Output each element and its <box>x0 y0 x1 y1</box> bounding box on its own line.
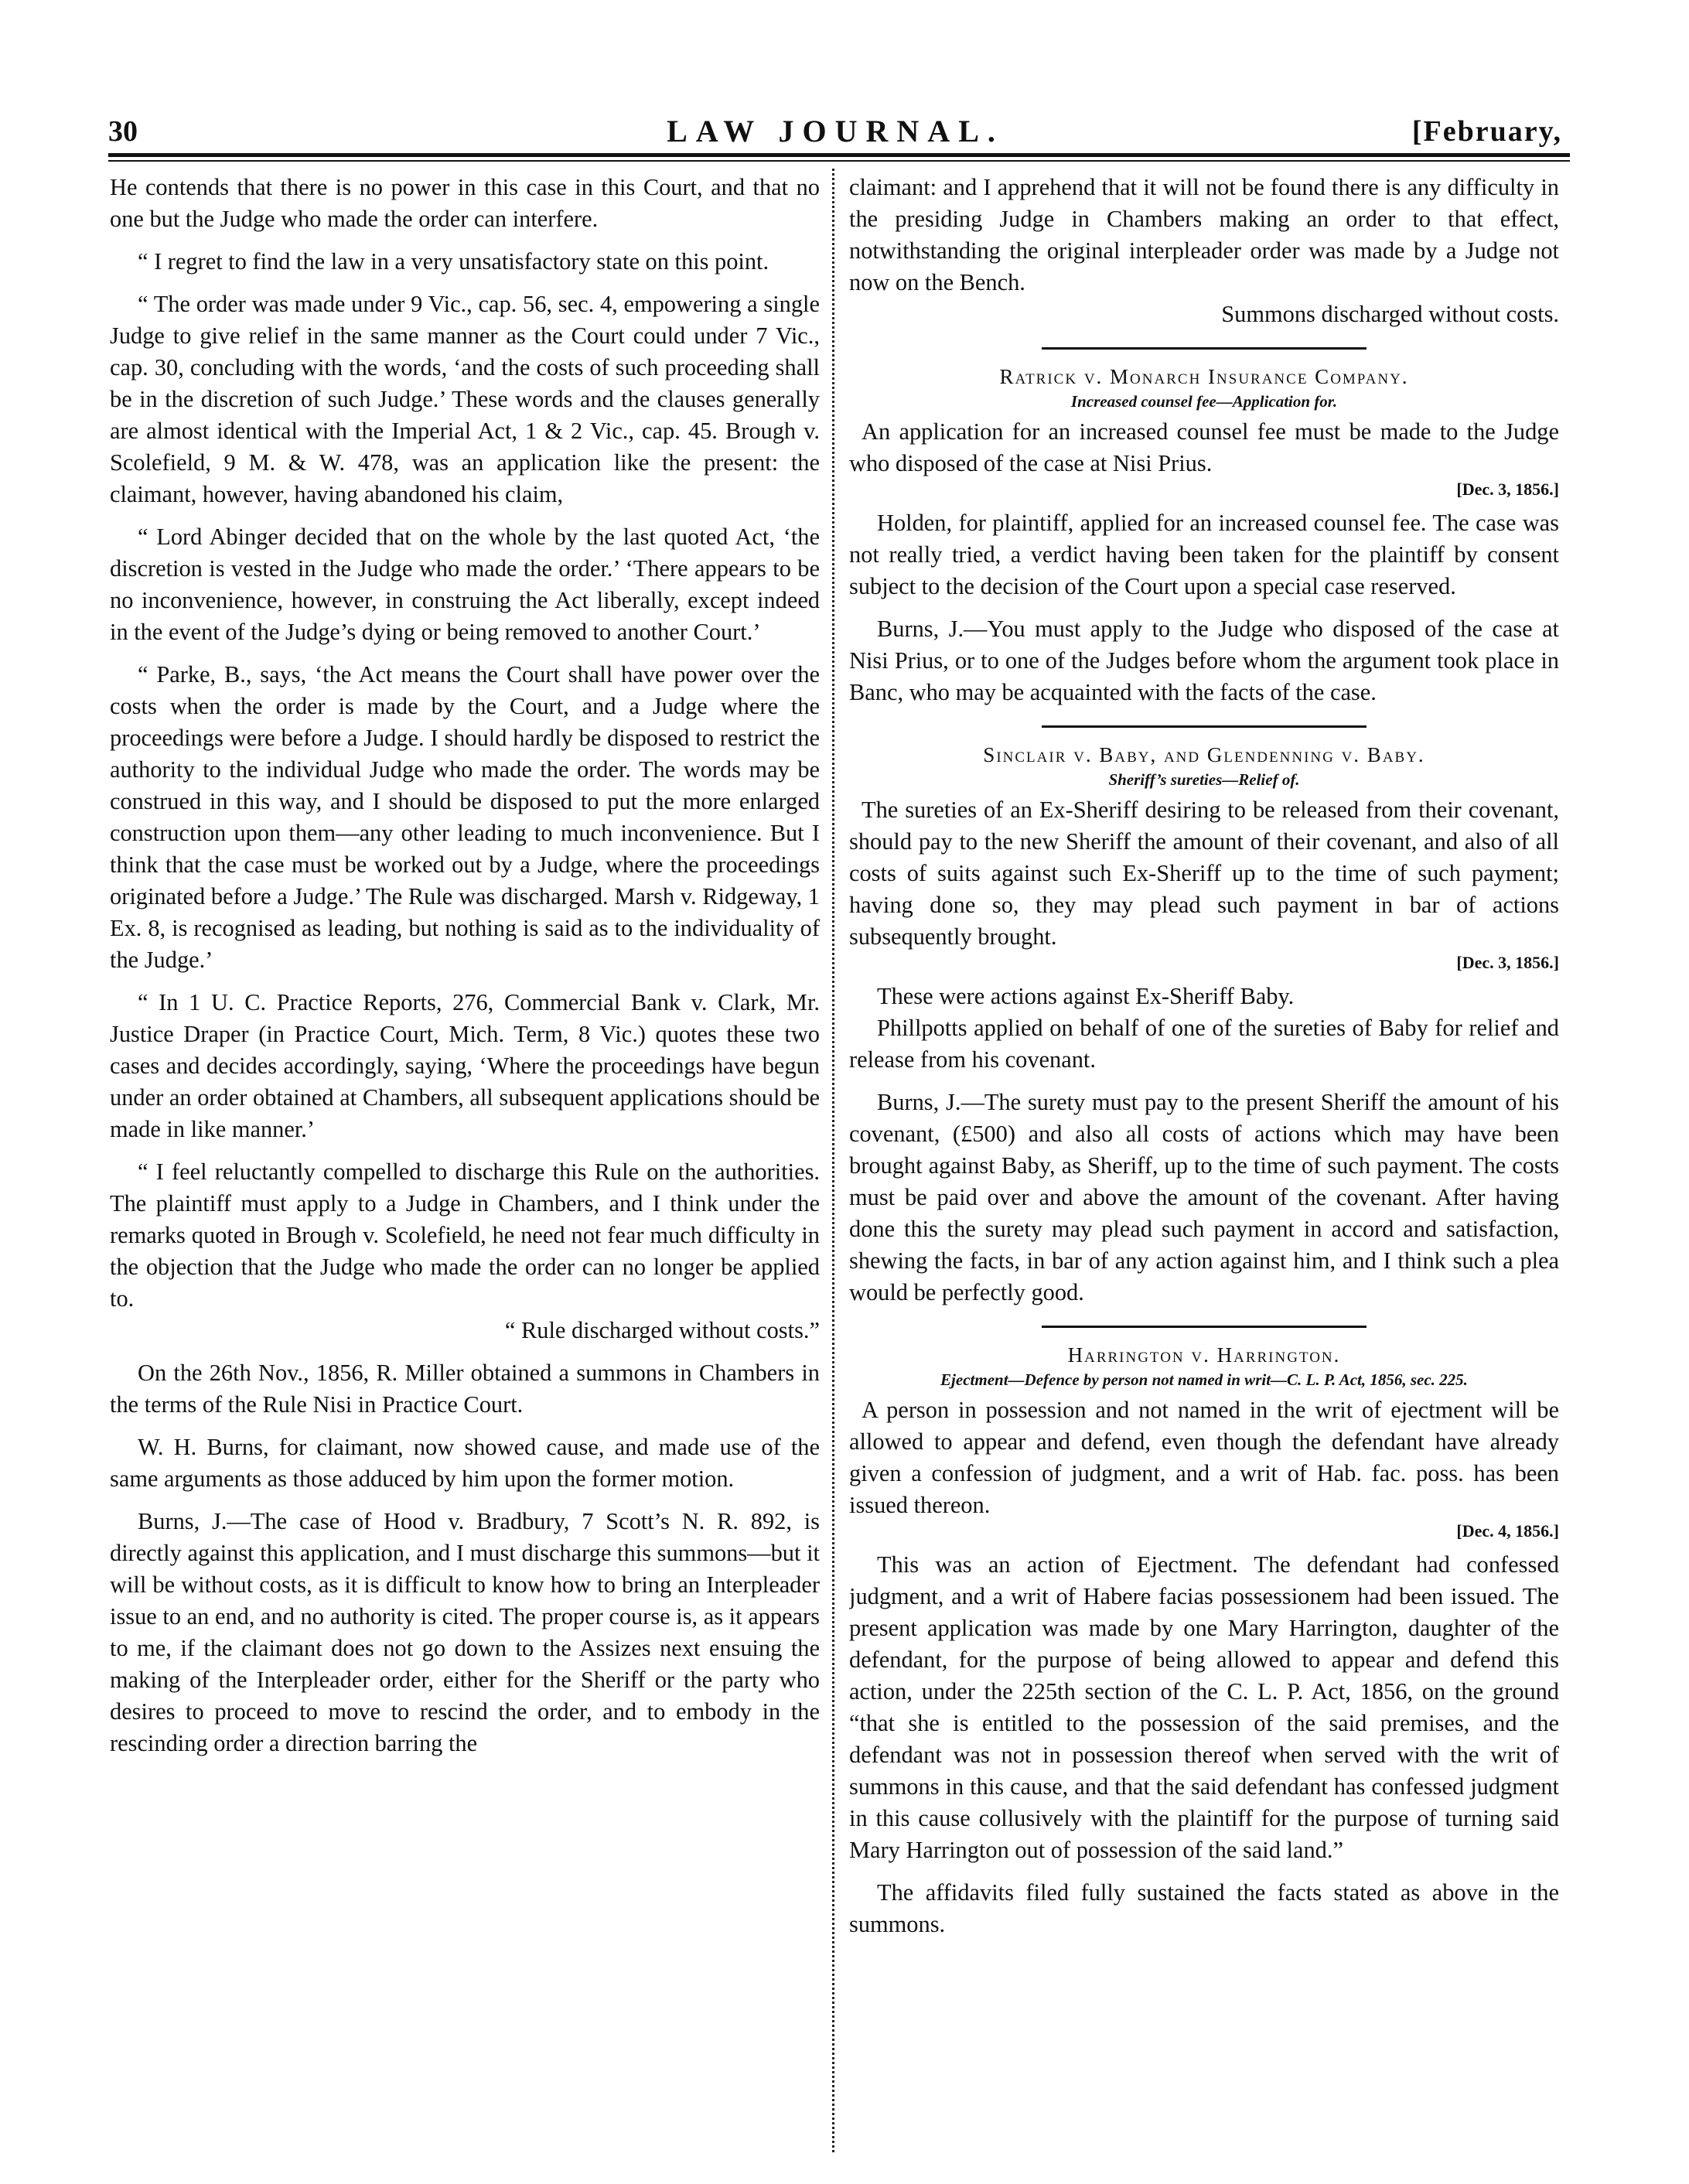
case-subtitle: Ejectment—Defence by person not named in writ—C. L. P. Act, 1856, sec. 225. <box>940 1370 1468 1389</box>
header-rule-thick <box>108 153 1570 157</box>
case-divider <box>1042 1326 1367 1328</box>
case-divider <box>1042 725 1367 728</box>
left-column <box>110 172 820 2152</box>
case-date: [Dec. 3, 1856.] <box>1456 479 1559 499</box>
paragraph: Summons discharged without costs. <box>1221 301 1559 327</box>
paragraph: “ In 1 U. C. Practice Reports, 276, Commercial Bank v. Clark, Mr. Justice Draper (in Practice Court, Mich. Term, 8 Vic.) quotes these two cases and decides accordingly, saying, ‘Where the proceedings have begun under an order obtained at Chambers, all subsequent applications should be made in like manner.’ <box>110 989 820 1142</box>
case-subtitle: Sheriff’s sureties—Relief of. <box>1108 770 1300 789</box>
case-title: Ratrick v. Monarch Insurance Company. <box>999 365 1409 388</box>
case-divider <box>1042 347 1367 350</box>
case-title: Sinclair v. Baby, and Glendenning v. Baby. <box>983 743 1425 766</box>
paragraph: “ I feel reluctantly compelled to discharge this Rule on the authorities. The plaintiff must apply to a Judge in Chambers, and I think under the remarks quoted in Brough v. Scolefield, he need not fear much difficulty in the objection that the Judge who made the order can no longer be applied to. <box>110 1159 820 1312</box>
paragraph: Burns, J.—The surety must pay to the present Sheriff the amount of his covenant, (£500) and also all costs of actions which may have been brought against Baby, as Sheriff, up to the time of such payment. The costs must be paid over and above the amount of the covenant. After having done this the surety may plead such payment in accord and satisfaction, shewing the facts, in bar of any action against him, and I think such a plea would be perfectly good. <box>849 1089 1559 1305</box>
header-rule-thin <box>108 160 1570 162</box>
paragraph: These were actions against Ex-Sheriff Baby. <box>877 983 1295 1009</box>
issue-month: [February, <box>1411 115 1562 148</box>
case-headnote: A person in possession and not named in the writ of ejectment will be allowed to appear and defend, even though the defendant have already given a confession of judgment, and a writ of Hab. fac. poss. has been issued thereon. <box>849 1397 1559 1518</box>
paragraph: “ Parke, B., says, ‘the Act means the Court shall have power over the costs when the order is made by the Court, and a Judge where the proceedings were before a Judge. I should hardly be disposed to restrict the authority to the individual Judge who made the order. The words may be construed in this way, and I should be disposed to put the more enlarged construction upon them—any other leading to much inconvenience. But I think that the case must be worked out by a Judge, where the proceedings originated before a Judge.’ The Rule was discharged. Marsh v. Ridgeway, 1 Ex. 8, is recognised as leading, but nothing is said as to the individuality of the Judge.’ <box>110 661 820 973</box>
paragraph: W. H. Burns, for claimant, now showed cause, and made use of the same arguments as those adduced by him upon the former motion. <box>110 1434 820 1492</box>
case-headnote: The sureties of an Ex-Sheriff desiring to be released from their covenant, should pay to the new Sheriff the amount of their covenant, and also of all costs of suits against such Ex-Sheriff up to the time of such payment; having done so, they may plead such payment in bar of actions subsequently brought. <box>849 797 1559 950</box>
paragraph: He contends that there is no power in this case in this Court, and that no one but the Judge who made the order can interfere. <box>110 174 820 232</box>
case-headnote: An application for an increased counsel fee must be made to the Judge who disposed of the case at Nisi Prius. <box>849 418 1559 476</box>
paragraph: This was an action of Ejectment. The defendant had confessed judgment, and a writ of Habere facias possessionem had been issued. The present application was made by one Mary Harrington, daughter of the defendant, for the purpose of being allowed to appear and defend this action, under the 225th section of the C. L. P. Act, 1856, on the ground “that she is entitled to the possession of the said premises, and the defendant was not in possession thereof when served with the writ of summons in this cause, and that the said defendant has confessed judgment in this cause collusively with the plaintiff for the purpose of turning said Mary Harrington out of possession of the said land.” <box>849 1551 1559 1863</box>
paragraph: “ I regret to find the law in a very unsatisfactory state on this point. <box>138 248 769 275</box>
case-date: [Dec. 3, 1856.] <box>1456 953 1559 972</box>
paragraph: The affidavits filed fully sustained the facts stated as above in the summons. <box>849 1879 1559 1937</box>
column-divider <box>832 169 834 2152</box>
paragraph: Phillpotts applied on behalf of one of the sureties of Baby for relief and release from his covenant. <box>849 1015 1559 1073</box>
case-date: [Dec. 4, 1856.] <box>1456 1521 1559 1541</box>
paragraph: Holden, for plaintiff, applied for an increased counsel fee. The case was not really tried, a verdict having been taken for the plaintiff by consent subject to the decision of the Court upon a special case reserved. <box>849 510 1559 599</box>
case-subtitle: Increased counsel fee—Application for. <box>1070 392 1338 411</box>
paragraph: Burns, J.—You must apply to the Judge who disposed of the case at Nisi Prius, or to one of the Judges before whom the argument took place in Banc, who may be acquainted with the facts of the case. <box>849 616 1559 705</box>
journal-title: LAW JOURNAL. <box>667 114 1004 148</box>
page-number: 30 <box>108 115 138 148</box>
running-head <box>108 107 1562 153</box>
right-column <box>849 172 1559 2152</box>
paragraph: “ Rule discharged without costs.” <box>504 1317 820 1343</box>
paragraph: claimant: and I apprehend that it will not be found there is any difficulty in the presiding Judge in Chambers making an order to that effect, notwithstanding the original interpleader order was made by a Judge not now on the Bench. <box>849 174 1559 295</box>
paragraph: “ The order was made under 9 Vic., cap. 56, sec. 4, empowering a single Judge to give relief in the same manner as the Court could under 7 Vic., cap. 30, concluding with the words, ‘and the costs of such proceeding shall be in the discretion of such Judge.’ These words and the clauses generally are almost identical with the Imperial Act, 1 & 2 Vic., cap. 45. Brough v. Scolefield, 9 M. & W. 478, was an application like the present: the claimant, however, having abandoned his claim, <box>110 291 820 507</box>
paragraph: Burns, J.—The case of Hood v. Bradbury, 7 Scott’s N. R. 892, is directly against this application, and I must discharge this summons—but it will be without costs, as it is difficult to know how to bring an Interpleader issue to an end, and no authority is cited. The proper course is, as it appears to me, if the claimant does not go down to the Assizes next ensuing the making of the Interpleader order, either for the Sheriff or the party who desires to proceed to move to rescind the order, and to embody in the rescinding order a direction barring the <box>110 1508 820 1756</box>
paragraph: On the 26th Nov., 1856, R. Miller obtained a summons in Chambers in the terms of the Rule Nisi in Practice Court. <box>110 1360 820 1418</box>
case-title: Harrington v. Harrington. <box>1067 1343 1341 1367</box>
paragraph: “ Lord Abinger decided that on the whole by the last quoted Act, ‘the discretion is vested in the Judge who made the order.’ ‘There appears to be no inconvenience, however, in construing the Act liberally, except indeed in the event of the Judge’s dying or being removed to another Court.’ <box>110 524 820 645</box>
